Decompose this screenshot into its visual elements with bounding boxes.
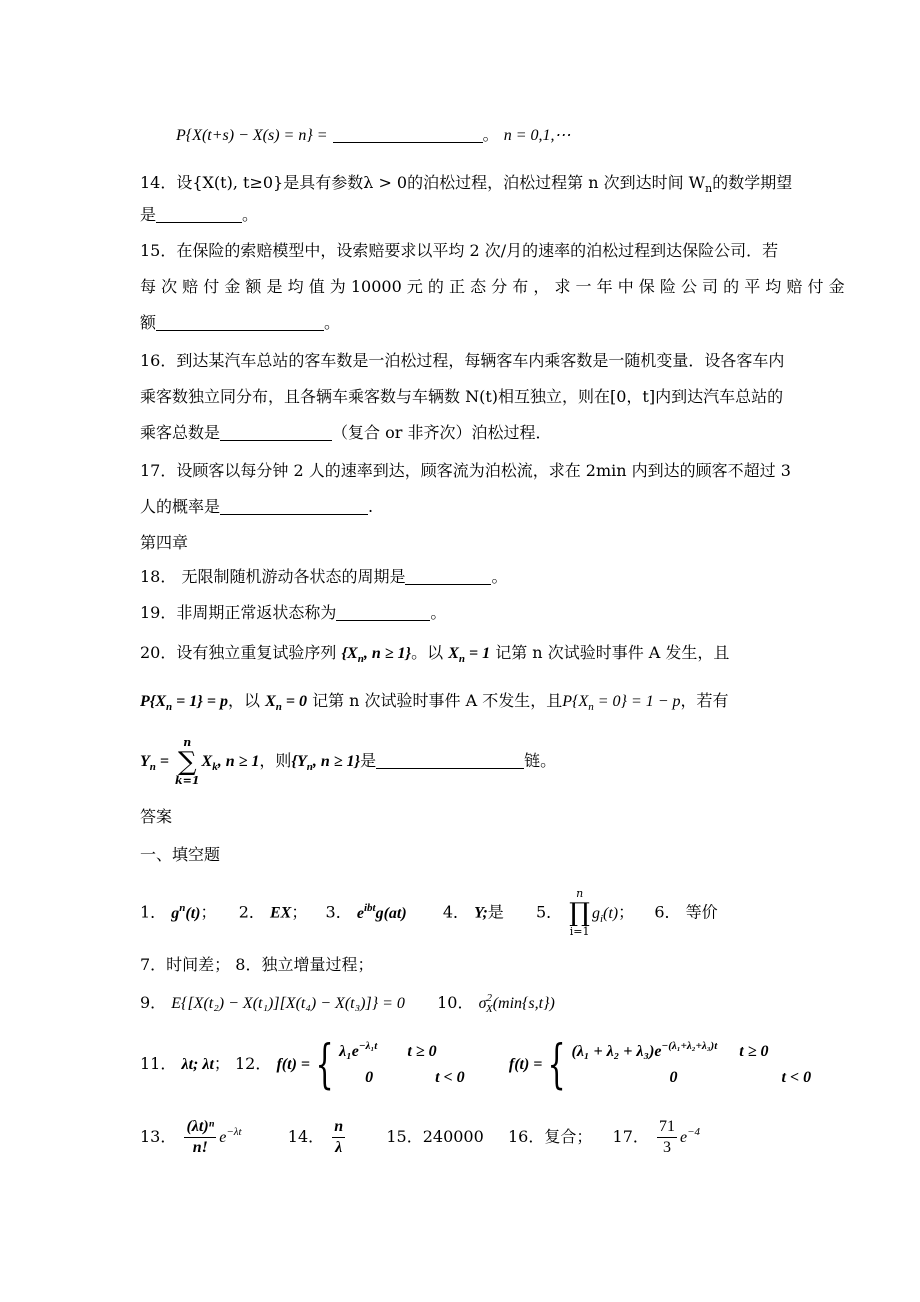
math-part: X: [448, 645, 459, 662]
q17-line2: 人的概率是: [140, 497, 221, 516]
q14-line2: 是: [140, 205, 157, 224]
punct: 。: [482, 125, 499, 144]
case-row: [339, 1039, 465, 1065]
math: [562, 693, 681, 713]
question-15-line1: 15．在保险的索赔模型中，设索赔要求以平均 2 次/月的速率的泊松过程到达保险公司．若: [140, 241, 779, 260]
math: [291, 753, 361, 773]
answer-blank: [156, 314, 324, 331]
question-16-line1: 16．到达某汽车总站的客车数是一泊松过程，每辆客车内乘客数是一随机变量．设各客车内: [140, 351, 785, 370]
answer-row-2: 7．时间差； 8．独立增量过程；: [140, 955, 374, 974]
piecewise-1: [339, 1039, 465, 1091]
answer-blank: [220, 498, 368, 515]
ans-num: 1．: [140, 902, 167, 922]
math-part: Y: [140, 753, 150, 770]
math: λt; λt: [181, 1056, 214, 1073]
ans-num: 12．: [235, 1054, 272, 1073]
sub: n: [275, 701, 282, 713]
piecewise-2: [572, 1039, 812, 1091]
question-20-line2: [140, 690, 729, 713]
sub: k: [212, 761, 218, 773]
math-part: (t): [603, 904, 619, 922]
math-part: , n ≥ 1: [217, 753, 260, 770]
question-15-line2: 每 次 赔 付 金 额 是 均 值 为 10000 元 的 正 态 分 布 ， 求 一 年 中 保 险 公 司 的 平 均 赔 付 金: [140, 277, 845, 296]
q20-text: ，以: [227, 691, 260, 710]
punct: 。: [324, 313, 341, 332]
n-range: n = 0,1,⋯: [503, 127, 571, 144]
punct: ；: [200, 902, 217, 922]
sigma-icon: ∑: [178, 746, 197, 777]
ans-num: 2．: [238, 902, 265, 922]
question-14-line1: [140, 172, 792, 194]
fraction: [184, 1117, 216, 1158]
ans-text: 15．240000: [386, 1127, 484, 1146]
math: [478, 992, 555, 1015]
math-part: = 1: [465, 645, 491, 662]
sum-lower: k=1: [175, 773, 200, 787]
math-part: = 0} = 1 − p: [593, 693, 681, 710]
ans-num: 6． 等价: [654, 902, 718, 922]
math-part: λ₁e: [339, 1042, 359, 1060]
sup: −λt: [226, 1126, 242, 1138]
fraction: [332, 1117, 345, 1158]
math-part: σ: [478, 995, 487, 1012]
answer-blank: [333, 126, 483, 143]
sup: −(λ₁+λ₂+λ₃)t: [661, 1039, 718, 1052]
math-part: , n ≥ 1}: [312, 753, 361, 770]
question-14-line2: [140, 204, 258, 226]
q16-line3: 乘客总数是: [140, 423, 221, 442]
answer-row-5: [140, 1112, 700, 1163]
punct: ；: [618, 902, 635, 922]
q20-text: 记第 n 次试验时事件 A 不发生，且: [312, 691, 563, 710]
math-part: = 0: [281, 693, 307, 710]
punct: ；: [291, 902, 308, 922]
math-part: g: [591, 904, 600, 922]
sup: 2: [486, 992, 492, 1004]
sub: X: [485, 1003, 493, 1015]
math-part: e: [219, 1129, 227, 1146]
formula-lhs: P{X(t+s) − X(s) = n} =: [176, 127, 328, 144]
product: [569, 888, 590, 938]
left-brace-icon: {: [315, 1034, 334, 1095]
punct: 。: [430, 603, 447, 622]
question-20-line3: [140, 736, 556, 787]
punct: ；: [213, 1054, 230, 1073]
ans-num: 5．: [535, 902, 563, 922]
math: [265, 693, 307, 713]
fraction: [657, 1117, 677, 1158]
q16-line3-end: （复合 or 非齐次）泊松过程．: [332, 423, 552, 442]
math-part: (λ₁ + λ₂ + λ₃)e: [571, 1042, 662, 1060]
q19-text: 19．非周期正常返状态称为: [140, 603, 337, 622]
q20-text: 是: [360, 751, 377, 770]
answer-blank: [376, 752, 524, 769]
sup: −λ₁t: [358, 1039, 378, 1052]
answer-row-4: [140, 1036, 811, 1093]
math-part: (min{s,t}): [492, 995, 555, 1012]
punct: 。: [242, 205, 259, 224]
summation: [175, 737, 200, 787]
math-part: , n ≥ 1}: [363, 645, 412, 662]
math: [341, 645, 412, 665]
question-18: [140, 566, 507, 588]
math-part: P{X: [562, 693, 589, 710]
sup: ibt: [363, 901, 376, 914]
numerator: n: [332, 1117, 345, 1138]
math-part: 0: [365, 1068, 374, 1086]
answer-row-3: [140, 992, 555, 1015]
math-part: X: [201, 753, 213, 770]
ans-num: 13．: [140, 1127, 177, 1146]
ans-num: 17．: [612, 1127, 649, 1146]
q14-text: 14．设{X(t), t≥0}是具有参数λ > 0的泊松过程，泊松过程第 n 次到达时间 W: [140, 173, 706, 192]
case-cond: t ≥ 0: [739, 1042, 769, 1060]
prod-lower: i=1: [569, 925, 590, 938]
q20-text: ，若有: [680, 691, 729, 710]
question-15-line3: [140, 312, 340, 334]
ans-num: 14．: [287, 1127, 325, 1146]
ans-num: 10．: [437, 993, 474, 1012]
ans-text: 是: [487, 902, 504, 922]
sub: n: [588, 701, 594, 713]
answer-blank: [156, 206, 242, 223]
ans-num: 4．: [442, 902, 470, 922]
math-part: g: [171, 904, 180, 922]
answer-blank: [336, 604, 430, 621]
product-icon: ∏: [569, 898, 590, 928]
sub: n: [357, 653, 364, 665]
sub: n: [306, 761, 313, 773]
math: [219, 1126, 242, 1146]
math-part: P{X: [140, 693, 167, 710]
answer-blank: [405, 568, 491, 585]
case-row: [572, 1065, 812, 1091]
sub: n: [458, 653, 465, 665]
question-19: [140, 602, 446, 624]
q14-text-end: 的数学期望: [712, 173, 793, 192]
sub: n: [166, 701, 173, 713]
chapter-heading: 第四章: [140, 533, 189, 552]
math: [448, 645, 491, 665]
case-cond: t ≥ 0: [407, 1042, 437, 1060]
math-part: (t): [185, 904, 201, 922]
math: [356, 901, 407, 922]
question-17-line1: 17．设顾客以每分钟 2 人的速率到达，顾客流为泊松流，求在 2min 内到达的顾客不超过 3: [140, 461, 791, 480]
ans-num: 3．: [325, 902, 352, 922]
answers-heading: 答案: [140, 807, 173, 826]
numerator: 71: [657, 1117, 677, 1138]
q20-text: 链。: [524, 751, 557, 770]
question-20-line1: [140, 642, 729, 665]
q20-text: 。以: [411, 643, 444, 662]
q20-text: 记第 n 次试验时事件 A 发生，且: [495, 643, 730, 662]
sub: i: [599, 912, 604, 925]
math: [591, 904, 619, 925]
math-part: X: [265, 693, 276, 710]
math: [201, 753, 260, 773]
q15-line3: 额: [140, 313, 157, 332]
math: [680, 1126, 701, 1146]
math-part: e: [680, 1129, 688, 1146]
denominator: n!: [192, 1139, 208, 1156]
math-part: e: [356, 904, 364, 922]
ans-num: 9．: [140, 993, 167, 1012]
punct: 。: [491, 567, 508, 586]
q18-text: 18． 无限制随机游动各状态的周期是: [140, 567, 406, 586]
case-row: [339, 1065, 465, 1091]
question-16-line2: 乘客数独立同分布，且各辆车乘客数与车辆数 N(t)相互独立，则在[0，t]内到达汽车总站的: [140, 387, 784, 406]
case-cond: t < 0: [781, 1068, 812, 1086]
formula-line: [176, 124, 571, 147]
ans-num: 11．: [140, 1054, 177, 1073]
math: f(t) =: [276, 1056, 311, 1073]
sup: −4: [687, 1126, 701, 1138]
case-cond: t < 0: [435, 1068, 465, 1086]
math-part: = 1} = p: [172, 693, 228, 710]
denominator: 3: [663, 1139, 672, 1156]
math: f(t) =: [508, 1056, 543, 1073]
answer-blank: [220, 424, 332, 441]
math: Y;: [474, 904, 488, 922]
answer-row-1: [140, 888, 718, 938]
sum-upper: n: [183, 735, 192, 749]
math: E{[X(t₂) − X(t₁)][X(t₄) − X(t₃)]} = 0: [171, 995, 405, 1012]
q20-text: 20．设有独立重复试验序列: [140, 643, 337, 662]
sup: n: [179, 901, 186, 914]
question-17-line2: [140, 496, 373, 518]
math-part: {Y: [291, 753, 307, 770]
case-row: [572, 1039, 812, 1065]
math: [140, 753, 174, 773]
numerator: (λt)ⁿ: [184, 1117, 216, 1138]
math-part: {X: [341, 645, 358, 662]
math-part: =: [155, 753, 174, 770]
question-16-line3: [140, 422, 551, 444]
ans-text: 16．复合；: [507, 1127, 593, 1146]
math-part: 0: [669, 1068, 678, 1086]
prod-upper: n: [576, 887, 584, 900]
math: [140, 693, 228, 713]
math: EX: [270, 904, 292, 922]
q20-text: ，则: [259, 751, 292, 770]
section-heading: 一、填空题: [140, 845, 221, 864]
math: [171, 901, 201, 922]
q14-sub: n: [705, 182, 713, 195]
denominator: λ: [335, 1139, 343, 1156]
left-brace-icon: {: [547, 1034, 567, 1095]
sub: n: [149, 761, 156, 773]
punct: .: [368, 497, 374, 516]
math-part: g(at): [375, 904, 407, 922]
